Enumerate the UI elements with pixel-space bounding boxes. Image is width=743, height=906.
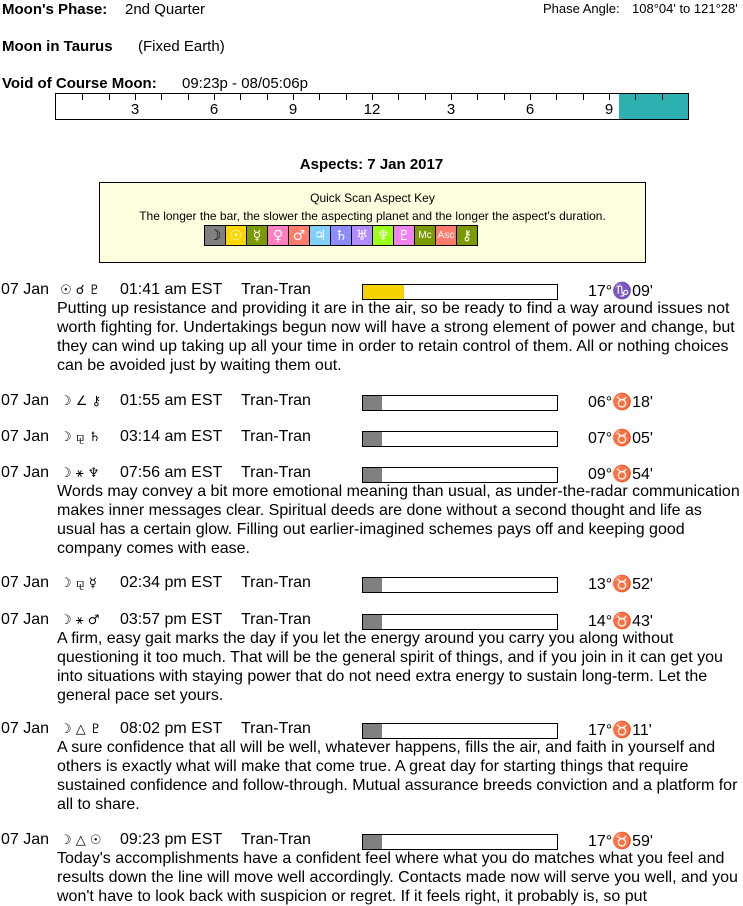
aspect-degree: 17°♉11' [588,722,652,739]
tick-label-9pm: 9 [604,101,614,118]
aspect-time: 03:57 pm EST [120,611,223,628]
key-description: The longer the bar, the slower the aspecting planet and the longer the aspect's duration. [139,209,606,223]
hour-tick [425,94,426,100]
aspect-description: Putting up resistance and providing it are in the air, so be ready to find a way around issues not worth fighting for. Undertakings begun now will have a strong element of power and change, but they can wind up taking up all your time in order to retain control of them. All or nothing choices can be avoided just by waiting them out. [57,300,735,374]
aspect-time: 01:55 am EST [120,392,223,409]
aspect-type: Tran-Tran [241,720,311,737]
aspect-row [0,428,743,448]
aspect-glyphs: ☽ ⚼ ♄ [60,430,101,445]
hour-tick [267,94,268,100]
aspect-time: 07:56 am EST [120,464,223,481]
neptune-icon: ♆ [373,226,394,245]
hour-tick [398,94,399,100]
duration-bar [362,834,558,850]
aspect-description: A sure confidence that all will be well, whatever happens, fills the air, and faith in yourself and others is exactly what will make that come true. A great day for starting things that require sustained confidence and follow-through. Mutual assurance breeds conviction and a platform for all to share. [57,739,738,813]
asc-icon: Asc [436,226,457,245]
hour-tick [530,94,531,100]
duration-bar-fill [363,835,382,849]
pluto-icon: ♇ [394,226,415,245]
duration-bar [362,395,558,411]
aspect-type: Tran-Tran [241,392,311,409]
aspect-glyphs: ☽ ∠ ⚷ [60,394,102,409]
hour-tick [583,94,584,100]
tick-label-3pm: 3 [446,101,456,118]
duration-bar [362,467,558,483]
aspect-row [0,464,743,557]
aspect-description: A firm, easy gait marks the day if you let the energy around you carry you along without questioning it too much. That will be the general spirit of things, and if you join in it can get you into situations with staying power that do not need extra energy to sustain long-term. Let the general pace set yours. [57,630,723,704]
venus-icon: ♀ [268,226,289,245]
aspect-type: Tran-Tran [241,464,311,481]
moon-phase-value: 2nd Quarter [125,1,206,18]
aspect-glyphs: ☽ ⚹ ♂ [60,613,100,628]
aspect-time: 01:41 am EST [120,281,223,298]
duration-bar-fill [363,285,404,299]
aspect-type: Tran-Tran [241,611,311,628]
duration-bar [362,723,558,739]
duration-bar [362,614,558,630]
hour-tick [109,94,110,100]
duration-bar-fill [363,615,382,629]
hour-tick [504,94,505,100]
sun-icon: ☉ [226,226,247,245]
tick-label-3am: 3 [130,101,140,118]
phase-angle-value: 108°04' to 121°28' [632,1,738,16]
hour-tick [293,94,294,100]
key-icon-strip [204,225,478,246]
aspect-type: Tran-Tran [241,574,311,591]
hour-tick [451,94,452,100]
tick-label-12: 12 [363,101,381,118]
aspect-time: 08:02 pm EST [120,720,223,737]
hour-tick [214,94,215,100]
moon-sign-value: (Fixed Earth) [138,38,225,55]
duration-bar-fill [363,578,382,592]
aspect-time: 02:34 pm EST [120,574,223,591]
aspect-degree: 17°♉59' [588,833,653,850]
aspect-date: 07 Jan [1,392,50,409]
duration-bar-fill [363,396,382,410]
aspect-degree: 06°♉18' [588,394,653,411]
hour-tick [188,94,189,100]
aspect-type: Tran-Tran [241,281,311,298]
key-title: Quick Scan Aspect Key [310,191,435,205]
hour-tick [477,94,478,100]
aspect-time: 09:23 pm EST [120,831,223,848]
aspect-glyphs: ☽ ⚹ ♆ [60,466,100,481]
aspect-type: Tran-Tran [241,831,311,848]
aspect-glyphs: ☽ ⚼ ☿ [60,576,97,591]
void-of-course-timeline [55,93,689,120]
hour-tick [635,94,636,100]
hour-tick [82,94,83,100]
aspect-date: 07 Jan [1,464,50,481]
aspect-row [0,611,743,704]
mercury-icon: ☿ [247,226,268,245]
duration-bar [362,577,558,593]
aspect-date: 07 Jan [1,281,50,298]
aspect-description: Today's accomplishments have a confident feel where what you do matches what you feel and results down the line will move well accordingly. Contacts made now will serve you well, and you won't have to look back with suspicion or regret. If it feels right, it probably is, so put [57,850,738,905]
aspect-degree: 09°♉54' [588,466,653,483]
mc-icon: Mc [415,226,436,245]
moon-icon: ☽ [205,226,226,245]
hour-tick [319,94,320,100]
aspects-title: Aspects: 7 Jan 2017 [299,156,444,173]
duration-bar [362,431,558,447]
duration-bar-fill [363,724,382,738]
aspect-row [0,574,743,594]
aspect-glyphs: ☽ △ ♇ [60,722,102,737]
aspect-type: Tran-Tran [241,428,311,445]
aspect-time: 03:14 am EST [120,428,223,445]
duration-bar [362,284,558,300]
uranus-icon: ♅ [352,226,373,245]
aspect-date: 07 Jan [1,831,50,848]
hour-tick [372,94,373,100]
aspect-row [0,831,743,905]
mars-icon: ♂ [289,226,310,245]
saturn-icon: ♄ [331,226,352,245]
aspect-description: Words may convey a bit more emotional meaning than usual, as under-the-radar communication makes inner messages clear. Spiritual deeds are done without a second thought and life as usual has a certain glow. Filling out earlier-imagined schemes pays off and keeping good company comes with ease. [57,483,740,557]
tick-label-6pm: 6 [525,101,535,118]
aspect-degree: 07°♉05' [588,430,653,447]
jupiter-icon: ♃ [310,226,331,245]
hour-tick [135,94,136,100]
aspect-degree: 14°♉43' [588,613,653,630]
aspect-row [0,392,743,412]
aspect-date: 07 Jan [1,720,50,737]
aspect-row [0,720,743,813]
aspect-glyphs: ☽ △ ☉ [60,833,102,848]
hour-tick [609,94,610,100]
tick-label-6am: 6 [209,101,219,118]
aspect-key-box [99,182,646,263]
void-period-fill [619,94,688,119]
voc-value: 09:23p - 08/05:06p [182,75,308,92]
moon-sign-label: Moon in Taurus [2,38,113,55]
aspect-date: 07 Jan [1,574,50,591]
moon-phase-label: Moon's Phase: [2,1,108,18]
hour-tick [240,94,241,100]
duration-bar-fill [363,432,382,446]
hour-tick [161,94,162,100]
aspect-date: 07 Jan [1,611,50,628]
phase-angle-label: Phase Angle: [543,1,620,16]
voc-label: Void of Course Moon: [2,75,157,92]
aspect-degree: 17°♑09' [588,283,653,300]
hour-tick [662,94,663,100]
hour-tick [556,94,557,100]
aspect-row [0,281,743,374]
hour-tick [346,94,347,100]
aspect-date: 07 Jan [1,428,50,445]
duration-bar-fill [363,468,382,482]
aspect-glyphs: ☉ ☌ ♇ [60,283,101,298]
chiron-icon: ⚷ [457,226,477,245]
tick-label-9am: 9 [288,101,298,118]
aspect-degree: 13°♉52' [588,576,653,593]
